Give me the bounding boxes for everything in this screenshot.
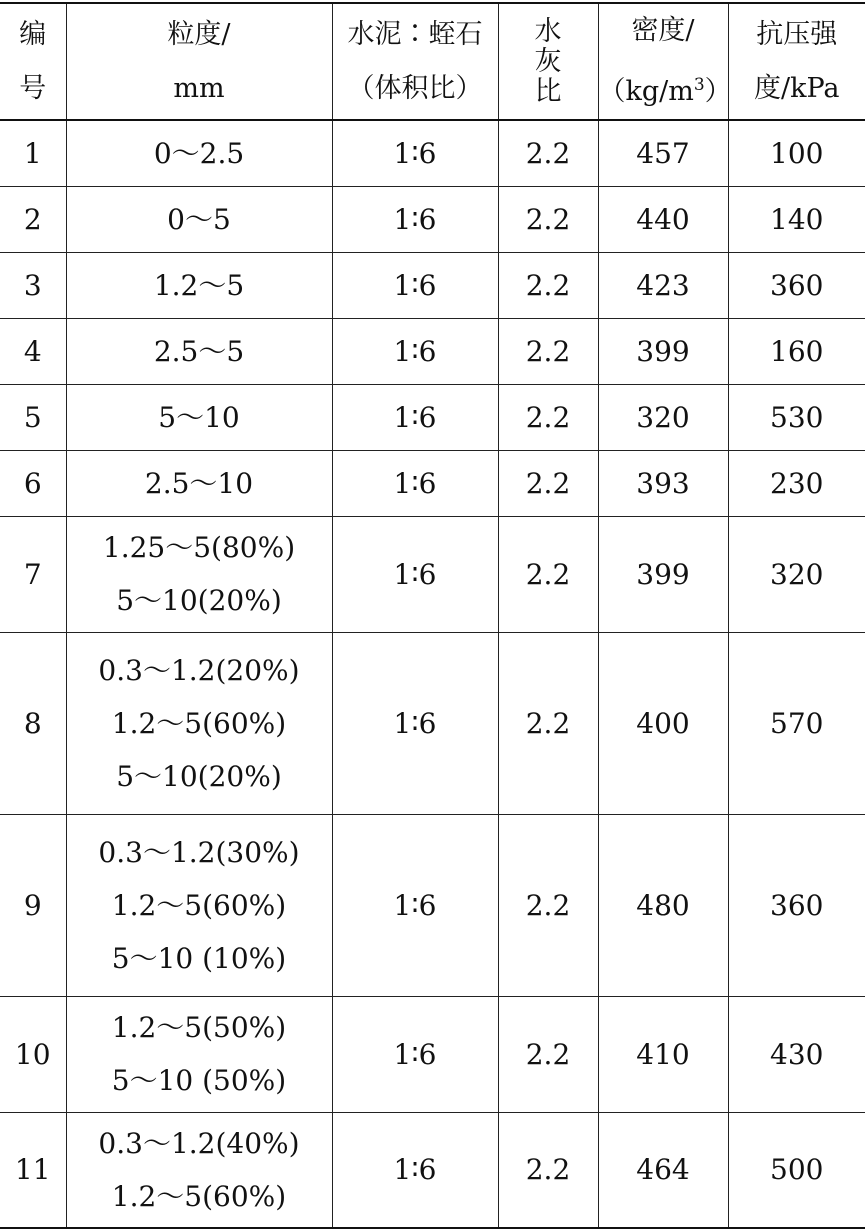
cell-ratio: 1∶6	[332, 384, 498, 450]
density-unit-close: ）	[704, 76, 732, 107]
header-size	[66, 3, 332, 120]
cell-no: 10	[0, 996, 66, 1112]
cell-wc: 2.2	[498, 814, 598, 996]
header-ratio-line: 水泥∶蛭石	[347, 18, 483, 50]
header-ratio	[332, 3, 498, 120]
header-strength-line: 度/kPa	[753, 72, 840, 104]
cell-wc: 2.2	[498, 318, 598, 384]
cell-ratio: 1∶6	[332, 252, 498, 318]
cell-size	[66, 450, 332, 516]
density-unit-superscript: 3	[693, 75, 705, 95]
cell-no: 9	[0, 814, 66, 996]
header-density-line: 密度/	[631, 15, 695, 46]
header-size-line: mm	[173, 72, 225, 104]
cell-size	[66, 252, 332, 318]
size-line: 0.3～1.2(30%)	[98, 835, 300, 869]
size-line: 5～10 (50%)	[111, 1064, 287, 1097]
header-density	[598, 3, 732, 120]
cell-no: 8	[0, 632, 66, 814]
header-wc-line: 比	[534, 75, 562, 107]
cell-density: 393	[598, 450, 728, 516]
size-line: 1.2～5(60%)	[111, 888, 287, 922]
cell-wc: 2.2	[498, 516, 598, 632]
cell-no: 6	[0, 450, 66, 516]
cell-density: 320	[598, 384, 728, 450]
cell-size	[66, 120, 332, 186]
cell-strength: 360	[728, 814, 865, 996]
cell-no: 2	[0, 186, 66, 252]
cell-ratio: 1∶6	[332, 814, 498, 996]
cell-no: 11	[0, 1112, 66, 1228]
cell-wc: 2.2	[498, 450, 598, 516]
cell-no: 5	[0, 384, 66, 450]
cell-density: 399	[598, 318, 728, 384]
cell-density: 464	[598, 1112, 728, 1228]
table-row	[0, 186, 865, 252]
size-line: 1.2～5(60%)	[111, 706, 287, 740]
header-ratio-line: （体积比）	[347, 72, 483, 104]
header-no	[0, 3, 66, 120]
cell-strength: 530	[728, 384, 865, 450]
cell-wc: 2.2	[498, 1112, 598, 1228]
cell-size	[66, 186, 332, 252]
cell-strength: 230	[728, 450, 865, 516]
cell-ratio: 1∶6	[332, 632, 498, 814]
header-size-line: 粒度/	[167, 18, 231, 50]
cell-wc: 2.2	[498, 996, 598, 1112]
size-line: 2.5～10	[144, 466, 254, 500]
header-water-cement	[498, 3, 598, 120]
size-line: 5～10(20%)	[116, 759, 282, 793]
table-row	[0, 814, 865, 996]
size-line: 1.25～5(80%)	[102, 531, 296, 564]
size-line: 5～10 (10%)	[111, 941, 287, 975]
cell-density: 480	[598, 814, 728, 996]
cell-ratio: 1∶6	[332, 516, 498, 632]
table-row	[0, 1112, 865, 1228]
cell-no: 3	[0, 252, 66, 318]
table-row	[0, 120, 865, 186]
cell-strength: 140	[728, 186, 865, 252]
cell-wc: 2.2	[498, 252, 598, 318]
cell-density: 423	[598, 252, 728, 318]
cell-size	[66, 318, 332, 384]
size-line: 0.3～1.2(20%)	[98, 653, 300, 687]
cell-wc: 2.2	[498, 384, 598, 450]
table-row	[0, 450, 865, 516]
cell-strength: 430	[728, 996, 865, 1112]
cell-size	[66, 632, 332, 814]
size-line: 5～10(20%)	[116, 584, 282, 617]
size-line: 1.2～5(60%)	[111, 1179, 287, 1213]
cell-density: 457	[598, 120, 728, 186]
density-unit-text: （kg/m	[598, 76, 694, 107]
table-row	[0, 384, 865, 450]
cell-wc: 2.2	[498, 120, 598, 186]
cell-density: 400	[598, 632, 728, 814]
size-line: 2.5～5	[153, 334, 245, 368]
cell-wc: 2.2	[498, 632, 598, 814]
cell-strength: 160	[728, 318, 865, 384]
table-header	[0, 3, 865, 120]
table-row	[0, 516, 865, 632]
cell-ratio: 1∶6	[332, 186, 498, 252]
cell-no: 7	[0, 516, 66, 632]
size-line: 5～10	[158, 400, 240, 434]
cell-density: 440	[598, 186, 728, 252]
table-body	[0, 120, 865, 1228]
cell-density: 410	[598, 996, 728, 1112]
cell-size	[66, 814, 332, 996]
cell-ratio: 1∶6	[332, 1112, 498, 1228]
table-row	[0, 632, 865, 814]
cell-strength: 100	[728, 120, 865, 186]
header-strength	[728, 3, 865, 120]
cell-strength: 320	[728, 516, 865, 632]
vermiculite-mix-table	[0, 2, 865, 1229]
table-row	[0, 252, 865, 318]
header-wc-line: 水	[534, 15, 562, 47]
header-density-unit	[598, 58, 732, 119]
header-wc-line: 灰	[534, 45, 562, 77]
size-line: 0～2.5	[153, 136, 245, 170]
size-line: 1.2～5(50%)	[111, 1011, 287, 1044]
cell-size	[66, 384, 332, 450]
cell-ratio: 1∶6	[332, 996, 498, 1112]
cell-ratio: 1∶6	[332, 450, 498, 516]
cell-density: 399	[598, 516, 728, 632]
table-row	[0, 996, 865, 1112]
cell-size	[66, 516, 332, 632]
header-strength-line: 抗压强	[756, 18, 838, 50]
size-line: 1.2～5	[153, 268, 245, 302]
cell-no: 4	[0, 318, 66, 384]
cell-strength: 360	[728, 252, 865, 318]
size-line: 0.3～1.2(40%)	[98, 1126, 300, 1160]
cell-no: 1	[0, 120, 66, 186]
cell-strength: 500	[728, 1112, 865, 1228]
cell-strength: 570	[728, 632, 865, 814]
header-no-line: 号	[19, 72, 47, 104]
table-row	[0, 318, 865, 384]
header-no-line: 编	[19, 18, 47, 50]
cell-size	[66, 996, 332, 1112]
cell-ratio: 1∶6	[332, 120, 498, 186]
cell-size	[66, 1112, 332, 1228]
cell-wc: 2.2	[498, 186, 598, 252]
size-line: 0～5	[167, 202, 231, 236]
cell-ratio: 1∶6	[332, 318, 498, 384]
header-row	[0, 3, 865, 120]
